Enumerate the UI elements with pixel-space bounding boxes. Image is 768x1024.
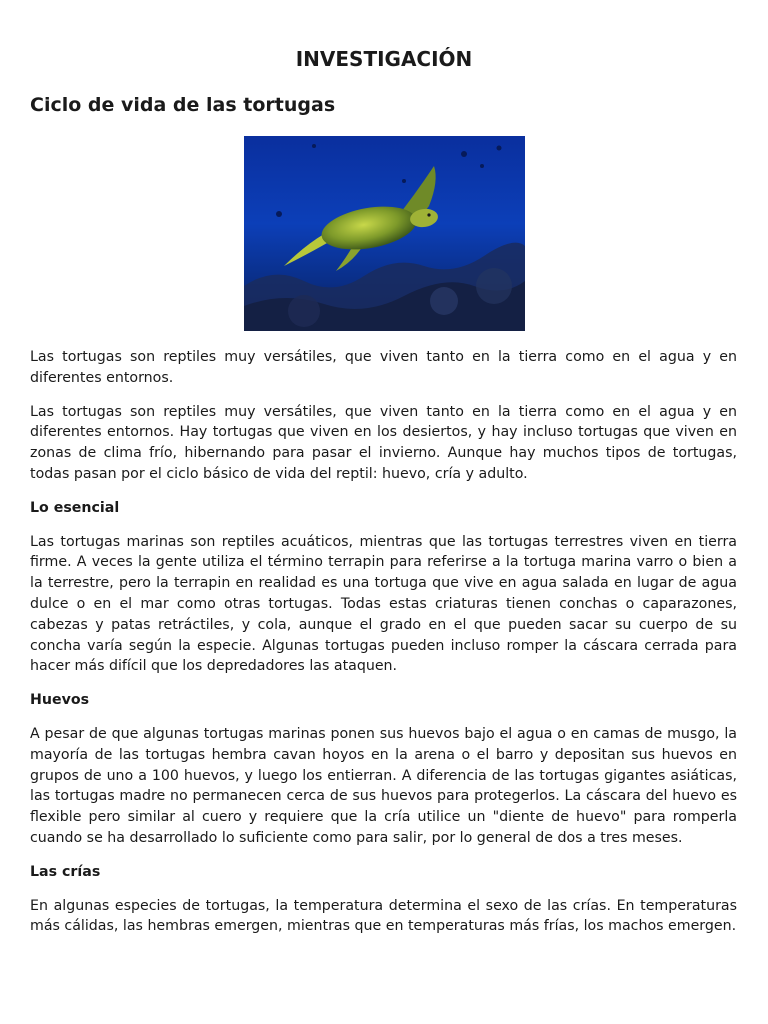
page-subtitle: Ciclo de vida de las tortugas xyxy=(30,94,336,116)
intro-paragraph-1: Las tortugas son reptiles muy versátiles, que viven tanto en la tierra como en el agua y en diferentes entornos. xyxy=(30,349,737,386)
section-text-las-crias: En algunas especies de tortugas, la temperatura determina el sexo de las crías. En temperaturas más cálidas, las hembras emergen, mientras que en temperaturas más frías, los machos emergen. xyxy=(30,897,737,935)
document-body xyxy=(30,347,737,950)
intro-paragraph-2: Las tortugas son reptiles muy versátiles, que viven tanto en la tierra como en el agua y en diferentes entornos. Hay tortugas que viven en los desiertos, y hay incluso tortugas que viven en zonas de clima frío, hibernando para pasar el invierno. Aunque hay muchos tipos de tortugas, todas pasan por el ciclo básico de vida del reptil: huevo, cría y adulto. xyxy=(30,403,737,482)
page-title: INVESTIGACIÓN xyxy=(295,47,473,71)
section-text-huevos: A pesar de que algunas tortugas marinas ponen sus huevos bajo el agua o en camas de musgo, la mayoría de las tortugas hembra cavan hoyos en la arena o el barro y depositan sus huevos en grupos de uno a 100 huevos, y luego los entierran. A diferencia de las tortugas gigantes asiáticas, las tortugas madre no permanecen cerca de sus huevos para protegerlos. La cáscara del huevo es flexible pero similar al cuero y requiere que la cría utilice un "diente de huevo" para romperla cuando se ha desarrollado lo suficiente como para salir, por lo general de dos a tres meses. xyxy=(30,725,737,846)
sea-turtle-photo xyxy=(244,136,525,331)
section-heading-lo-esencial: Lo esencial xyxy=(30,499,120,516)
section-heading-las-crias: Las crías xyxy=(30,863,101,880)
section-heading-huevos: Huevos xyxy=(30,692,90,709)
section-text-lo-esencial: Las tortugas marinas son reptiles acuáticos, mientras que las tortugas terrestres viven en tierra firme. A veces la gente utiliza el término terrapin para referirse a la tortuga marina varro o bien a la terrestre, pero la terrapin en realidad es una tortuga que vive en agua salada en lugar de agua dulce o en el mar como otras tortugas. Todas estas criaturas tienen conchas o caparazones, cabezas y patas retráctiles, y cola, aunque el grado en el que pueden sacar su cuerpo de su concha varía según la especie. Algunas tortugas pueden incluso romper la cáscara cerrada para hacer más difícil que los depredadores las ataquen. xyxy=(30,533,737,675)
